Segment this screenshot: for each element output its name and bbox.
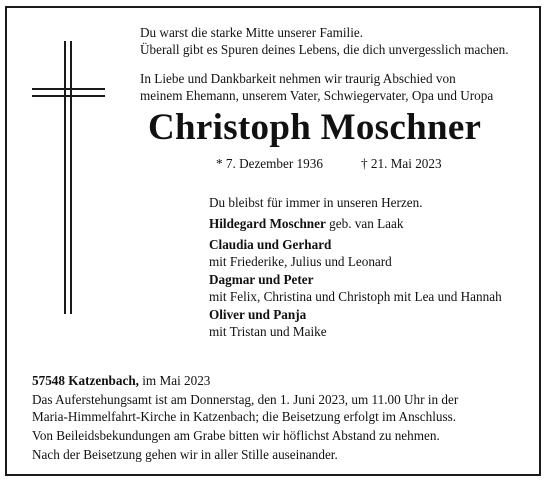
service-line-2: Maria-Himmelfahrt-Kirche in Katzenbach; die Beisetzung erfolgt im Anschluss. [32,409,457,424]
deceased-name: Christoph Moschner [148,107,482,148]
place: 57548 Katzenbach, [32,373,139,388]
mourner-group-2-name: Dagmar und Peter [209,272,314,287]
mourner-group-2-family: mit Felix, Christina und Christoph mit Lea und Hannah [209,289,502,304]
place-date [32,372,210,389]
intro-line-1: In Liebe und Dankbarkeit nehmen wir traurig Abschied von [140,71,456,86]
death-date: † 21. Mai 2023 [361,156,442,171]
spouse-name: Hildegard Moschner [209,216,326,231]
poem-line-1: Du warst die starke Mitte unserer Familie. [140,25,364,40]
service-line-1: Das Auferstehungsamt ist am Donnerstag, den 1. Juni 2023, um 11.00 Uhr in der [32,392,459,407]
condolences-note: Von Beileidsbekundungen am Grabe bitten wir höflichst Abstand zu nehmen. [32,428,440,443]
mourner-group-1-family: mit Friederike, Julius und Leonard [209,254,392,269]
birth-date: * 7. Dezember 1936 [216,156,323,171]
poem-line-2: Überall gibt es Spuren deines Lebens, die dich unvergesslich machen. [140,42,509,57]
mourner-spouse [209,215,403,232]
mourner-group-1-name: Claudia und Gerhard [209,237,332,252]
stillness-note: Nach der Beisetzung gehen wir in aller Stille auseinander. [32,447,338,462]
spouse-suffix: geb. van Laak [329,216,404,231]
intro-line-2: meinem Ehemann, unserem Vater, Schwiegervater, Opa und Uropa [140,88,494,103]
mourner-group-3-family: mit Tristan und Maike [209,324,327,339]
mourner-group-3-name: Oliver und Panja [209,307,307,322]
mourners-intro: Du bleibst für immer in unseren Herzen. [209,195,423,210]
date: im Mai 2023 [142,373,211,388]
